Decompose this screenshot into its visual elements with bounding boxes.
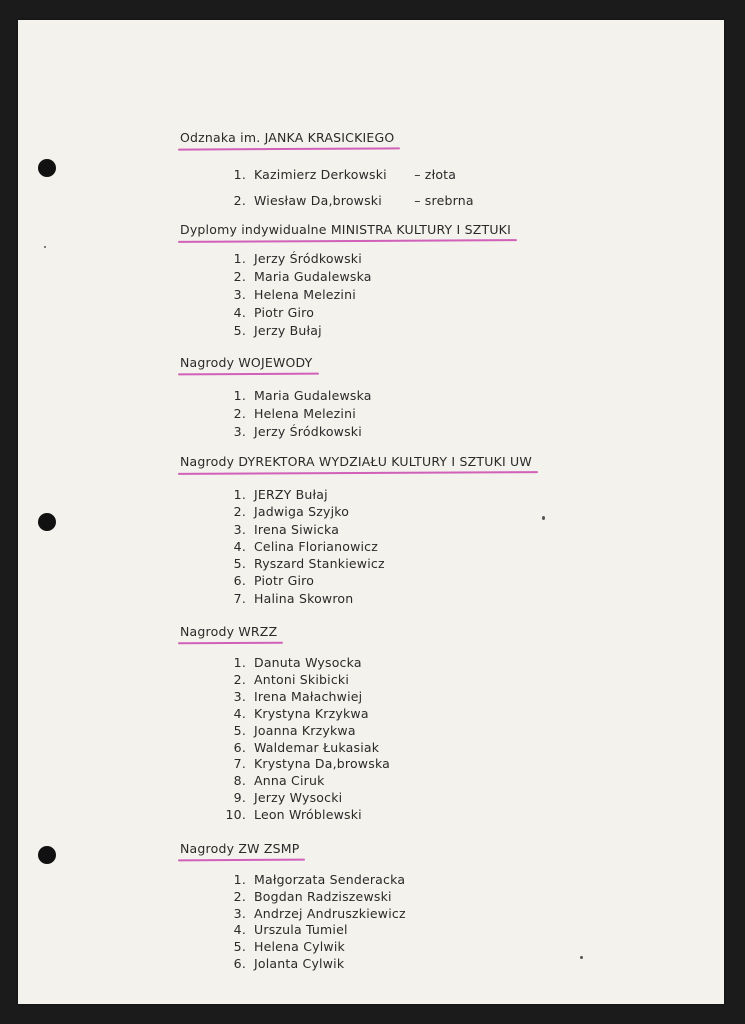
- item-number: 4.: [233, 538, 246, 554]
- person-name: Kazimierz Derkowski: [254, 167, 387, 182]
- person-name: Krystyna Krzykwa: [254, 705, 369, 721]
- item-number: 3.: [233, 688, 246, 704]
- award-list: [222, 387, 372, 441]
- list-item: [222, 756, 390, 773]
- person-name: Krystyna Da,browska: [254, 756, 391, 772]
- item-number: 3.: [233, 905, 246, 921]
- list-item: [222, 740, 390, 757]
- ink-speck: [542, 516, 545, 520]
- list-item: [222, 268, 372, 286]
- list-item: [222, 723, 390, 740]
- item-number: 1.: [233, 388, 246, 403]
- person-name: Wiesław Da,browski: [254, 193, 382, 208]
- person-name: Irena Siwicka: [254, 521, 340, 537]
- list-item: [222, 286, 372, 304]
- person-name: Maria Gudalewska: [254, 388, 372, 403]
- list-item: [222, 387, 372, 405]
- list-item: [222, 250, 372, 268]
- item-number: 9.: [233, 790, 246, 806]
- item-number: 7.: [233, 756, 246, 772]
- item-number: 7.: [233, 590, 246, 606]
- list-item: [222, 555, 385, 572]
- item-number: 5.: [233, 939, 246, 955]
- item-number: 2.: [233, 406, 246, 421]
- item-number: 6.: [233, 739, 246, 755]
- item-number: 8.: [233, 773, 246, 789]
- ink-speck: [44, 246, 46, 248]
- item-number: 5.: [233, 722, 246, 738]
- award-list: [222, 162, 474, 214]
- person-name: Antoni Skibicki: [254, 671, 350, 687]
- list-item: [222, 872, 406, 889]
- award-type: – złota: [414, 167, 457, 182]
- list-item: [222, 405, 372, 423]
- person-name: Piotr Giro: [254, 573, 315, 589]
- item-number: 1.: [233, 872, 246, 887]
- list-item: [222, 521, 385, 538]
- item-number: 2.: [233, 504, 246, 520]
- item-number: 10.: [225, 807, 246, 823]
- section-heading: Odznaka im. JANKA KRASICKIEGO: [180, 130, 394, 149]
- punch-hole: [38, 159, 56, 177]
- item-number: 1.: [233, 167, 246, 182]
- person-name: Halina Skowron: [254, 590, 354, 606]
- item-number: 6.: [233, 955, 246, 971]
- person-name: Jerzy Bułaj: [254, 323, 322, 338]
- list-item: [222, 672, 390, 689]
- person-name: Celina Florianowicz: [254, 538, 379, 554]
- person-name: Jerzy Wysocki: [254, 790, 343, 806]
- item-number: 2.: [233, 671, 246, 687]
- list-item: [222, 162, 474, 188]
- section-heading: Nagrody ZW ZSMP: [180, 841, 299, 860]
- ink-speck: [580, 956, 583, 959]
- item-number: 1.: [233, 251, 246, 266]
- punch-hole: [38, 513, 56, 531]
- list-item: [222, 503, 385, 520]
- item-number: 2.: [233, 269, 246, 284]
- person-name: Maria Gudalewska: [254, 269, 372, 284]
- person-name: Joanna Krzykwa: [254, 722, 356, 738]
- item-number: 5.: [233, 556, 246, 572]
- award-list: [222, 872, 406, 973]
- person-name: Piotr Giro: [254, 305, 315, 320]
- person-name: JERZY Bułaj: [254, 487, 328, 502]
- section-heading: Nagrody WRZZ: [180, 624, 277, 643]
- list-item: [222, 423, 372, 441]
- person-name: Andrzej Andruszkiewicz: [254, 905, 406, 921]
- item-number: 5.: [233, 323, 246, 338]
- document-page: [18, 20, 724, 1004]
- list-item: [222, 906, 406, 923]
- item-number: 3.: [233, 287, 246, 302]
- item-number: 3.: [233, 424, 246, 439]
- list-item: [222, 304, 372, 322]
- list-item: [222, 956, 406, 973]
- list-item: [222, 889, 406, 906]
- person-name: Danuta Wysocka: [254, 655, 362, 670]
- list-item: [222, 689, 390, 706]
- list-item: [222, 572, 385, 589]
- person-name: Helena Melezini: [254, 406, 356, 421]
- person-name: Waldemar Łukasiak: [254, 739, 380, 755]
- item-number: 2.: [233, 193, 246, 208]
- list-item: [222, 790, 390, 807]
- list-item: [222, 773, 390, 790]
- list-item: [222, 590, 385, 607]
- item-number: 6.: [233, 573, 246, 589]
- person-name: Jolanta Cylwik: [254, 955, 345, 971]
- list-item: [222, 538, 385, 555]
- list-item: [222, 706, 390, 723]
- list-item: [222, 655, 390, 672]
- punch-hole: [38, 846, 56, 864]
- list-item: [222, 188, 474, 214]
- person-name: Helena Cylwik: [254, 939, 345, 955]
- person-name: Urszula Tumiel: [254, 922, 348, 938]
- item-number: 1.: [233, 655, 246, 670]
- person-name: Małgorzata Senderacka: [254, 872, 406, 887]
- item-number: 2.: [233, 888, 246, 904]
- item-number: 4.: [233, 305, 246, 320]
- list-item: [222, 322, 372, 340]
- person-name: Leon Wróblewski: [254, 807, 362, 823]
- list-item: [222, 807, 390, 824]
- list-item: [222, 922, 406, 939]
- person-name: Jerzy Śródkowski: [254, 251, 362, 266]
- section-heading: Nagrody DYREKTORA WYDZIAŁU KULTURY I SZTUKI UW: [180, 454, 532, 473]
- list-item: [222, 939, 406, 956]
- section-heading: Dyplomy indywidualne MINISTRA KULTURY I SZTUKI: [180, 222, 511, 241]
- person-name: Irena Małachwiej: [254, 688, 363, 704]
- award-list: [222, 250, 372, 340]
- award-list: [222, 655, 390, 824]
- award-type: – srebrna: [414, 193, 474, 208]
- item-number: 4.: [233, 922, 246, 938]
- person-name: Helena Melezini: [254, 287, 356, 302]
- person-name: Ryszard Stankiewicz: [254, 556, 385, 572]
- section-heading: Nagrody WOJEWODY: [180, 355, 313, 374]
- item-number: 3.: [233, 521, 246, 537]
- list-item: [222, 486, 385, 503]
- person-name: Bogdan Radziszewski: [254, 888, 392, 904]
- person-name: Anna Ciruk: [254, 773, 325, 789]
- person-name: Jerzy Śródkowski: [254, 424, 362, 439]
- person-name: Jadwiga Szyjko: [254, 504, 350, 520]
- item-number: 4.: [233, 705, 246, 721]
- item-number: 1.: [233, 487, 246, 502]
- award-list: [222, 486, 385, 607]
